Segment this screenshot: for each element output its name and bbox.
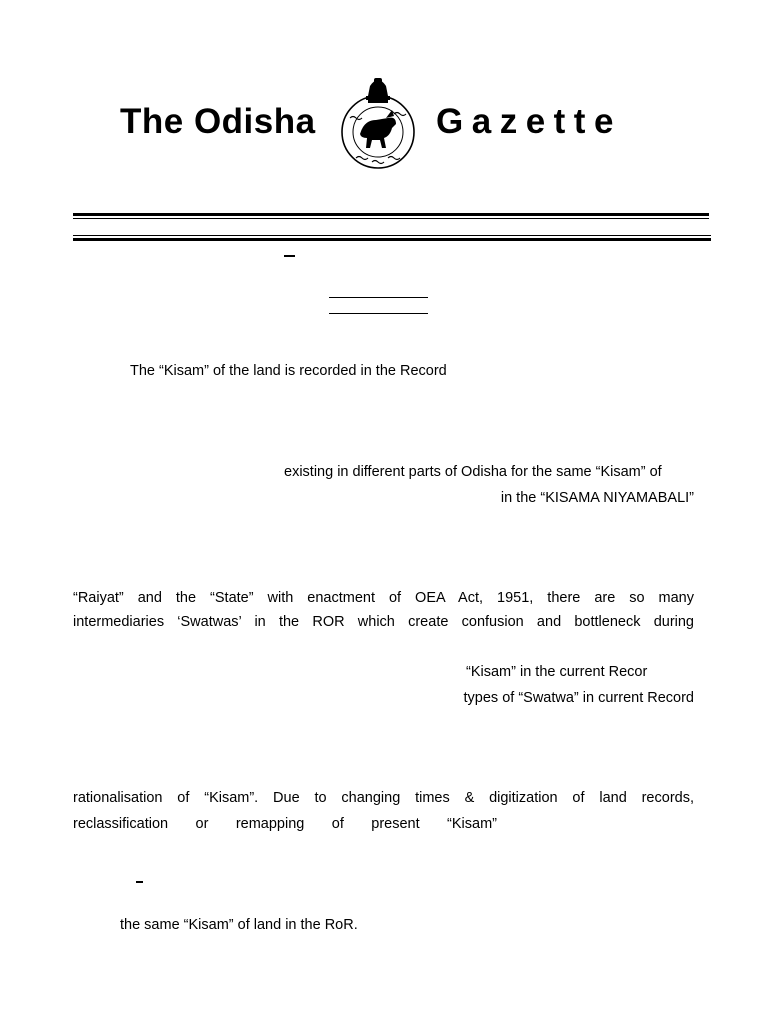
body-line: the same “Kisam” of land in the RoR. xyxy=(120,917,358,933)
short-rule xyxy=(329,297,428,298)
body-line: “Raiyat” and the “State” with enactment of OEA Act, 1951, there are so many xyxy=(73,590,694,606)
dash-mark xyxy=(136,881,143,883)
body-line: rationalisation of “Kisam”. Due to changing times & digitization of land records, xyxy=(73,790,694,806)
body-line: existing in different parts of Odisha for the same “Kisam” of xyxy=(284,464,662,480)
body-line: intermediaries ‘Swatwas’ in the ROR which create confusion and bottleneck during xyxy=(73,614,694,630)
body-line: in the “KISAMA NIYAMABALI” xyxy=(500,490,694,506)
gazette-title-left: The Odisha xyxy=(120,102,316,141)
body-line: The “Kisam” of the land is recorded in the Record xyxy=(130,363,447,379)
short-rule xyxy=(329,313,428,314)
masthead-rule-thin xyxy=(73,218,709,219)
dash-mark xyxy=(284,255,295,257)
masthead-rule-thick xyxy=(73,213,709,216)
body-line: types of “Swatwa” in current Record xyxy=(463,690,694,706)
masthead-rule-thin xyxy=(73,235,711,236)
state-emblem-icon xyxy=(330,70,426,170)
body-line: reclassification or remapping of present “Kisam” xyxy=(73,816,497,832)
gazette-title-right: Gazette xyxy=(436,102,622,141)
body-line: “Kisam” in the current Recor xyxy=(466,664,648,680)
masthead-rule-thick xyxy=(73,238,711,241)
